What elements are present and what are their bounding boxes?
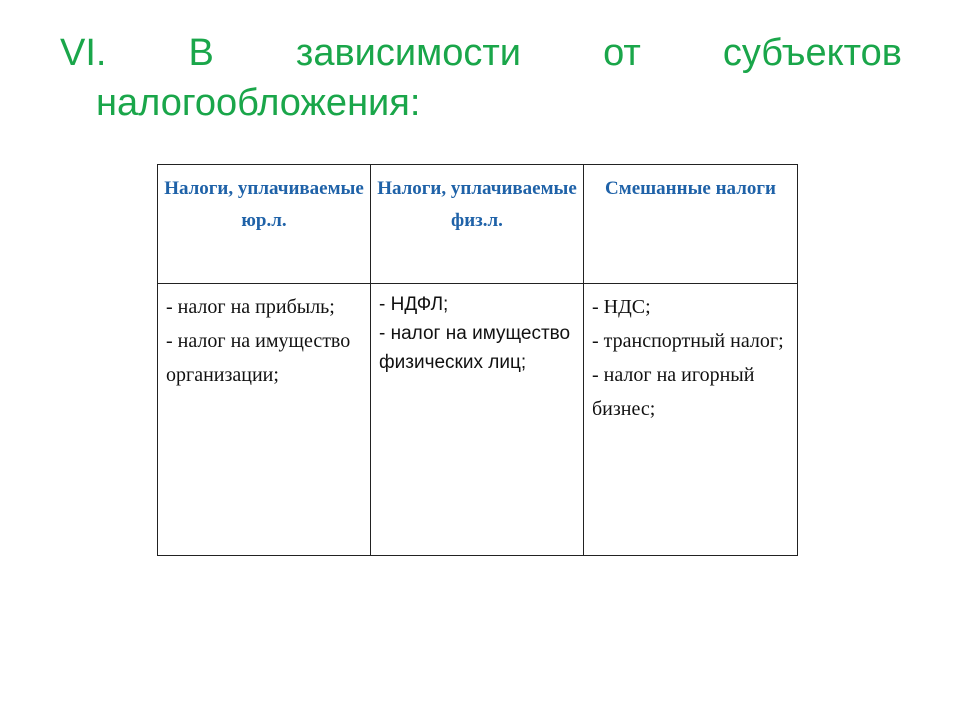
tax-classification-table	[157, 164, 798, 556]
cell-individuals	[371, 284, 584, 556]
header-mixed: Смешанные налоги	[584, 165, 798, 284]
list-item: - транспортный налог;	[592, 330, 784, 352]
title-word: от	[603, 32, 641, 74]
list-item: - налог на игорный бизнес;	[592, 364, 755, 420]
title-numeral: VI.	[60, 32, 107, 74]
title-line-2: налогообложения:	[96, 82, 421, 124]
title-word: субъектов	[722, 32, 902, 74]
header-legal-entities: Налоги, уплачиваемые юр.л.	[158, 165, 371, 284]
header-individuals: Налоги, уплачиваемые физ.л.	[371, 165, 584, 284]
list-item: - налог на имущество физических лиц;	[379, 323, 571, 373]
title-word: В	[188, 32, 214, 74]
title-word: зависимости	[295, 32, 522, 74]
title-line-1	[60, 28, 902, 78]
list-item: - НДС;	[592, 296, 651, 318]
cell-mixed	[584, 284, 798, 556]
list-item: - налог на прибыль;	[166, 296, 335, 318]
list-item: - НДФЛ;	[379, 294, 449, 315]
cell-legal-entities	[158, 284, 371, 556]
slide-title	[60, 28, 902, 128]
list-item: - налог на имущество организации;	[166, 330, 351, 386]
table-header-row	[158, 165, 798, 284]
table-row	[158, 284, 798, 556]
